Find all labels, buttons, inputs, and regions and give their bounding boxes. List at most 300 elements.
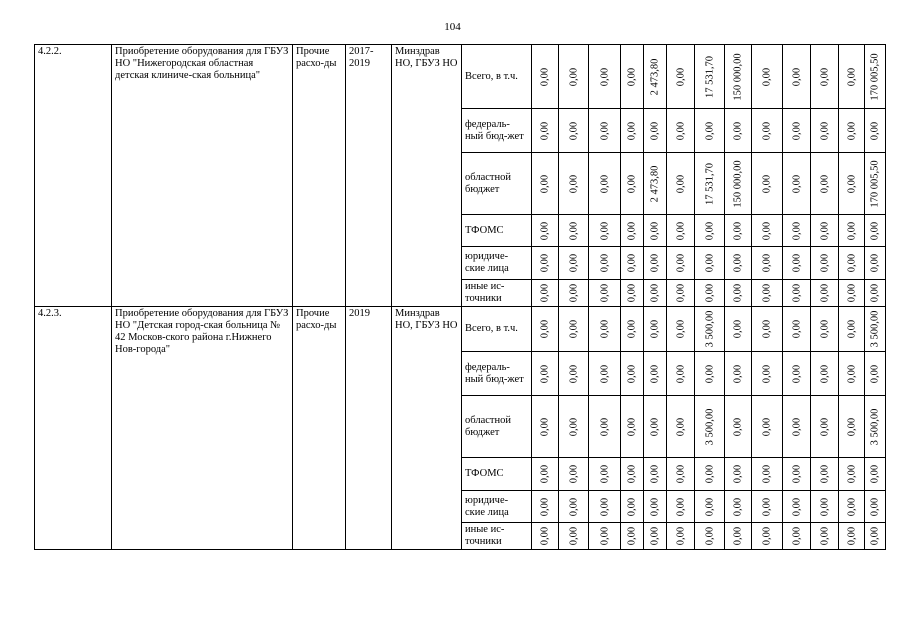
funding-value: 0,00 — [539, 221, 551, 240]
funding-value-cell — [725, 109, 752, 153]
funding-value-cell — [621, 352, 644, 396]
funding-value-cell — [865, 307, 886, 352]
funding-value: 0,00 — [819, 67, 830, 86]
funding-value-cell — [839, 215, 865, 247]
funding-value: 0,00 — [791, 67, 802, 86]
funding-value: 0,00 — [626, 253, 638, 273]
funding-value-cell — [559, 215, 589, 247]
funding-value: 0,00 — [568, 526, 579, 546]
funding-value-cell — [811, 45, 839, 109]
funding-value: 0,00 — [732, 464, 744, 484]
funding-value: 0,00 — [599, 221, 610, 240]
funding-value-cell — [839, 45, 865, 109]
funding-value-cell — [644, 352, 667, 396]
funding-value: 0,00 — [649, 417, 661, 436]
funding-value-cell — [725, 491, 752, 523]
funding-value-cell — [811, 247, 839, 280]
funding-value-cell — [752, 396, 783, 458]
funding-value: 0,00 — [568, 497, 579, 516]
funding-value-cell — [667, 491, 695, 523]
funding-value-cell — [839, 352, 865, 396]
funding-value-cell — [783, 307, 811, 352]
funding-value: 0,00 — [732, 364, 744, 383]
funding-value: 0,00 — [626, 283, 638, 303]
funding-source-label: Всего, в т.ч. — [462, 307, 532, 352]
funding-value: 0,00 — [732, 417, 744, 436]
funding-value-cell — [725, 352, 752, 396]
funding-value: 0,00 — [539, 319, 551, 339]
funding-value-cell — [752, 153, 783, 215]
funding-value: 0,00 — [819, 319, 830, 339]
funding-value: 0,00 — [568, 174, 579, 193]
funding-value-cell — [644, 45, 667, 109]
funding-value-cell — [532, 523, 559, 550]
funding-value-cell — [752, 458, 783, 491]
funding-value: 0,00 — [568, 364, 579, 383]
funding-value-cell — [811, 153, 839, 215]
funding-value-cell — [621, 45, 644, 109]
funding-value: 0,00 — [704, 364, 715, 383]
funding-value: 0,00 — [675, 283, 686, 303]
funding-value-cell — [839, 396, 865, 458]
funding-value: 0,00 — [539, 497, 551, 516]
funding-value: 0,00 — [675, 253, 686, 273]
measure-type: Прочие расхо-ды — [293, 45, 346, 307]
funding-value: 0,00 — [675, 497, 686, 516]
funding-value: 0,00 — [869, 221, 881, 240]
funding-value-cell — [725, 307, 752, 352]
funding-value-cell — [589, 45, 621, 109]
funding-value: 0,00 — [761, 174, 773, 193]
funding-value: 0,00 — [539, 417, 551, 436]
funding-value: 0,00 — [539, 464, 551, 484]
funding-value-cell — [621, 396, 644, 458]
funding-value: 0,00 — [568, 253, 579, 273]
funding-value: 0,00 — [732, 121, 744, 140]
funding-value: 0,00 — [704, 464, 715, 484]
funding-value: 0,00 — [761, 497, 773, 516]
funding-value: 0,00 — [791, 253, 802, 273]
funding-value: 0,00 — [846, 121, 857, 140]
funding-value: 0,00 — [599, 121, 610, 140]
funding-value: 0,00 — [791, 283, 802, 303]
funding-source-label: Всего, в т.ч. — [462, 45, 532, 109]
funding-value: 0,00 — [626, 497, 638, 516]
funding-value: 0,00 — [846, 67, 857, 86]
funding-value: 2 473,80 — [649, 165, 661, 202]
funding-value-cell — [559, 153, 589, 215]
funding-value: 0,00 — [626, 526, 638, 546]
measure-executor: Минздрав НО, ГБУЗ НО — [392, 307, 462, 550]
funding-value-cell — [752, 247, 783, 280]
measure-code: 4.2.2. — [35, 45, 112, 307]
funding-value: 0,00 — [568, 319, 579, 339]
funding-value: 0,00 — [761, 319, 773, 339]
funding-value-cell — [559, 280, 589, 307]
funding-value: 0,00 — [599, 364, 610, 383]
funding-value-cell — [752, 45, 783, 109]
funding-value: 0,00 — [869, 121, 881, 140]
funding-value: 0,00 — [626, 464, 638, 484]
funding-value-cell — [559, 491, 589, 523]
funding-value: 170 005,50 — [869, 52, 881, 101]
funding-value-cell — [839, 491, 865, 523]
funding-value-cell — [865, 153, 886, 215]
funding-value-cell — [559, 523, 589, 550]
funding-value-cell — [865, 247, 886, 280]
funding-value-cell — [725, 215, 752, 247]
funding-value-cell — [725, 153, 752, 215]
funding-value-cell — [695, 396, 725, 458]
funding-value-cell — [532, 280, 559, 307]
funding-value: 0,00 — [732, 221, 744, 240]
funding-value: 0,00 — [846, 319, 857, 339]
funding-value-cell — [811, 491, 839, 523]
funding-value: 0,00 — [869, 526, 881, 546]
funding-value: 0,00 — [599, 497, 610, 516]
funding-value-cell — [839, 109, 865, 153]
funding-value: 0,00 — [761, 526, 773, 546]
funding-value-cell — [621, 280, 644, 307]
funding-value-cell — [752, 215, 783, 247]
funding-value-cell — [783, 458, 811, 491]
funding-value-cell — [752, 280, 783, 307]
funding-value: 0,00 — [649, 319, 661, 339]
budget-table — [34, 44, 886, 550]
funding-value: 0,00 — [539, 253, 551, 273]
funding-value: 0,00 — [626, 364, 638, 383]
funding-value-cell — [667, 396, 695, 458]
funding-value-cell — [783, 247, 811, 280]
funding-value: 0,00 — [761, 221, 773, 240]
measure-name: Приобретение оборудования для ГБУЗ НО "Детская город-ская больница № 42 Москов-ского района г.Нижнего Нов-города" — [112, 307, 293, 550]
funding-value-cell — [559, 109, 589, 153]
funding-value: 0,00 — [675, 526, 686, 546]
funding-value: 0,00 — [675, 364, 686, 383]
funding-value-cell — [667, 215, 695, 247]
funding-value-cell — [865, 215, 886, 247]
funding-value-cell — [811, 396, 839, 458]
funding-value: 0,00 — [846, 221, 857, 240]
funding-value: 0,00 — [539, 174, 551, 193]
funding-value-cell — [725, 396, 752, 458]
funding-source-label: ТФОМС — [462, 215, 532, 247]
funding-value-cell — [865, 523, 886, 550]
table-row — [35, 45, 886, 109]
funding-value-cell — [644, 458, 667, 491]
funding-value-cell — [725, 247, 752, 280]
funding-value: 0,00 — [649, 364, 661, 383]
funding-value-cell — [589, 280, 621, 307]
funding-value: 3 500,00 — [704, 310, 715, 348]
funding-value-cell — [667, 307, 695, 352]
funding-value: 17 531,70 — [704, 55, 715, 98]
funding-value-cell — [644, 247, 667, 280]
funding-value-cell — [783, 352, 811, 396]
funding-value-cell — [667, 352, 695, 396]
funding-value: 0,00 — [675, 121, 686, 140]
funding-value: 0,00 — [819, 221, 830, 240]
funding-value: 0,00 — [539, 364, 551, 383]
funding-value-cell — [811, 523, 839, 550]
funding-value: 0,00 — [791, 417, 802, 436]
funding-source-label: иные ис-точники — [462, 280, 532, 307]
funding-value-cell — [695, 458, 725, 491]
funding-value: 0,00 — [626, 67, 638, 86]
funding-value: 0,00 — [791, 319, 802, 339]
funding-value: 0,00 — [869, 464, 881, 484]
funding-value: 0,00 — [675, 319, 686, 339]
funding-value: 150 000,00 — [732, 52, 744, 101]
funding-value: 3 500,00 — [869, 310, 881, 348]
funding-value: 0,00 — [704, 283, 715, 303]
funding-value: 0,00 — [819, 253, 830, 273]
funding-value: 0,00 — [599, 417, 610, 436]
funding-value-cell — [589, 352, 621, 396]
funding-value: 0,00 — [539, 121, 551, 140]
funding-value-cell — [695, 109, 725, 153]
funding-value: 0,00 — [732, 497, 744, 516]
funding-value-cell — [752, 523, 783, 550]
funding-value: 0,00 — [869, 253, 881, 273]
funding-value-cell — [667, 280, 695, 307]
funding-value-cell — [725, 458, 752, 491]
funding-value: 0,00 — [675, 174, 686, 193]
funding-value-cell — [532, 247, 559, 280]
funding-value-cell — [811, 458, 839, 491]
funding-value-cell — [621, 458, 644, 491]
funding-value-cell — [865, 396, 886, 458]
funding-source-label: областной бюджет — [462, 396, 532, 458]
funding-value: 0,00 — [819, 174, 830, 193]
funding-value-cell — [811, 215, 839, 247]
funding-value: 0,00 — [819, 283, 830, 303]
funding-value: 0,00 — [649, 526, 661, 546]
funding-source-label: юридиче-ские лица — [462, 247, 532, 280]
funding-value-cell — [589, 153, 621, 215]
funding-value: 0,00 — [869, 497, 881, 516]
page-number: 104 — [444, 21, 461, 33]
funding-value-cell — [559, 458, 589, 491]
measure-type: Прочие расхо-ды — [293, 307, 346, 550]
funding-value: 0,00 — [846, 464, 857, 484]
funding-value-cell — [621, 523, 644, 550]
funding-value: 0,00 — [649, 283, 661, 303]
funding-value-cell — [621, 307, 644, 352]
measure-executor: Минздрав НО, ГБУЗ НО — [392, 45, 462, 307]
funding-value: 0,00 — [732, 283, 744, 303]
measure-code: 4.2.3. — [35, 307, 112, 550]
funding-value-cell — [667, 458, 695, 491]
funding-value-cell — [695, 491, 725, 523]
funding-value-cell — [839, 523, 865, 550]
funding-value-cell — [752, 352, 783, 396]
funding-value: 0,00 — [568, 417, 579, 436]
funding-value-cell — [783, 396, 811, 458]
funding-value-cell — [865, 491, 886, 523]
funding-value-cell — [559, 247, 589, 280]
funding-value: 150 000,00 — [732, 159, 744, 208]
funding-value: 0,00 — [649, 464, 661, 484]
funding-value-cell — [811, 109, 839, 153]
funding-value: 0,00 — [791, 174, 802, 193]
funding-value-cell — [667, 247, 695, 280]
funding-value-cell — [589, 247, 621, 280]
funding-value: 0,00 — [761, 121, 773, 140]
funding-value-cell — [589, 458, 621, 491]
funding-value: 0,00 — [568, 121, 579, 140]
funding-value-cell — [532, 45, 559, 109]
funding-value-cell — [532, 109, 559, 153]
funding-value: 0,00 — [704, 253, 715, 273]
funding-value: 0,00 — [599, 464, 610, 484]
funding-value: 0,00 — [869, 364, 881, 383]
funding-value: 0,00 — [846, 417, 857, 436]
funding-value-cell — [667, 45, 695, 109]
funding-value-cell — [783, 491, 811, 523]
funding-value-cell — [644, 523, 667, 550]
funding-value: 0,00 — [675, 417, 686, 436]
funding-value-cell — [644, 491, 667, 523]
funding-value: 0,00 — [732, 319, 744, 339]
funding-value: 0,00 — [846, 526, 857, 546]
funding-value: 0,00 — [704, 526, 715, 546]
funding-value: 17 531,70 — [704, 162, 715, 205]
funding-value-cell — [783, 153, 811, 215]
funding-value-cell — [532, 153, 559, 215]
funding-value-cell — [621, 109, 644, 153]
funding-source-label: юридиче-ские лица — [462, 491, 532, 523]
table-row — [35, 307, 886, 352]
funding-value-cell — [644, 215, 667, 247]
funding-value: 0,00 — [819, 526, 830, 546]
funding-value: 0,00 — [732, 253, 744, 273]
funding-value: 0,00 — [649, 221, 661, 240]
funding-value-cell — [532, 307, 559, 352]
funding-value: 2 473,80 — [649, 58, 661, 95]
funding-value-cell — [839, 247, 865, 280]
funding-value-cell — [725, 280, 752, 307]
funding-value-cell — [589, 491, 621, 523]
funding-value: 0,00 — [791, 526, 802, 546]
funding-value: 0,00 — [599, 67, 610, 86]
funding-value-cell — [644, 280, 667, 307]
funding-value: 0,00 — [649, 497, 661, 516]
funding-value: 0,00 — [761, 253, 773, 273]
funding-value: 0,00 — [819, 464, 830, 484]
funding-value-cell — [783, 523, 811, 550]
funding-value-cell — [532, 215, 559, 247]
funding-value: 0,00 — [819, 497, 830, 516]
funding-value-cell — [695, 523, 725, 550]
funding-value-cell — [589, 523, 621, 550]
funding-value-cell — [725, 45, 752, 109]
funding-value: 0,00 — [791, 364, 802, 383]
funding-source-label: федераль-ный бюд-жет — [462, 109, 532, 153]
funding-value-cell — [644, 109, 667, 153]
funding-value-cell — [667, 109, 695, 153]
funding-value: 0,00 — [819, 364, 830, 383]
funding-source-label: областной бюджет — [462, 153, 532, 215]
funding-value: 0,00 — [761, 364, 773, 383]
funding-value-cell — [532, 396, 559, 458]
funding-value-cell — [839, 307, 865, 352]
funding-value: 0,00 — [539, 67, 551, 86]
funding-value-cell — [839, 153, 865, 215]
funding-value: 0,00 — [599, 526, 610, 546]
funding-value-cell — [783, 45, 811, 109]
funding-value-cell — [865, 280, 886, 307]
funding-value: 0,00 — [626, 174, 638, 193]
funding-value: 170 005,50 — [869, 159, 881, 208]
funding-value-cell — [589, 307, 621, 352]
funding-value-cell — [865, 109, 886, 153]
funding-value-cell — [644, 396, 667, 458]
funding-value: 0,00 — [791, 497, 802, 516]
funding-value: 0,00 — [791, 221, 802, 240]
funding-value: 0,00 — [599, 253, 610, 273]
measure-name: Приобретение оборудования для ГБУЗ НО "Нижегородская областная детская клиниче-ская больница" — [112, 45, 293, 307]
funding-value: 0,00 — [819, 121, 830, 140]
funding-value: 0,00 — [846, 283, 857, 303]
funding-value-cell — [752, 109, 783, 153]
funding-value-cell — [839, 458, 865, 491]
funding-value-cell — [589, 396, 621, 458]
funding-value-cell — [559, 352, 589, 396]
measure-period: 2017-2019 — [346, 45, 392, 307]
funding-value-cell — [811, 307, 839, 352]
funding-value-cell — [695, 307, 725, 352]
funding-value-cell — [695, 352, 725, 396]
funding-value-cell — [559, 307, 589, 352]
funding-value: 0,00 — [846, 174, 857, 193]
funding-value-cell — [695, 247, 725, 280]
funding-value-cell — [865, 458, 886, 491]
funding-value: 0,00 — [626, 121, 638, 140]
funding-value: 0,00 — [675, 464, 686, 484]
funding-value-cell — [644, 153, 667, 215]
funding-value-cell — [667, 523, 695, 550]
funding-value-cell — [865, 352, 886, 396]
funding-value: 0,00 — [761, 417, 773, 436]
funding-value: 0,00 — [761, 464, 773, 484]
funding-value-cell — [644, 307, 667, 352]
funding-value-cell — [621, 491, 644, 523]
funding-value-cell — [532, 491, 559, 523]
funding-value-cell — [621, 215, 644, 247]
funding-value: 0,00 — [539, 526, 551, 546]
funding-value: 0,00 — [568, 283, 579, 303]
funding-value-cell — [667, 153, 695, 215]
funding-value: 0,00 — [649, 121, 661, 140]
funding-value: 0,00 — [599, 283, 610, 303]
funding-value: 0,00 — [599, 319, 610, 339]
funding-value-cell — [839, 280, 865, 307]
funding-value: 0,00 — [568, 464, 579, 484]
funding-value-cell — [532, 458, 559, 491]
funding-value: 0,00 — [675, 67, 686, 86]
funding-value: 0,00 — [869, 283, 881, 303]
funding-value-cell — [811, 352, 839, 396]
funding-value-cell — [589, 109, 621, 153]
funding-value: 3 500,00 — [869, 408, 881, 445]
funding-value: 0,00 — [539, 283, 551, 303]
funding-value: 0,00 — [846, 497, 857, 516]
funding-value: 0,00 — [732, 526, 744, 546]
funding-value-cell — [783, 280, 811, 307]
funding-value-cell — [695, 215, 725, 247]
funding-value: 0,00 — [568, 67, 579, 86]
